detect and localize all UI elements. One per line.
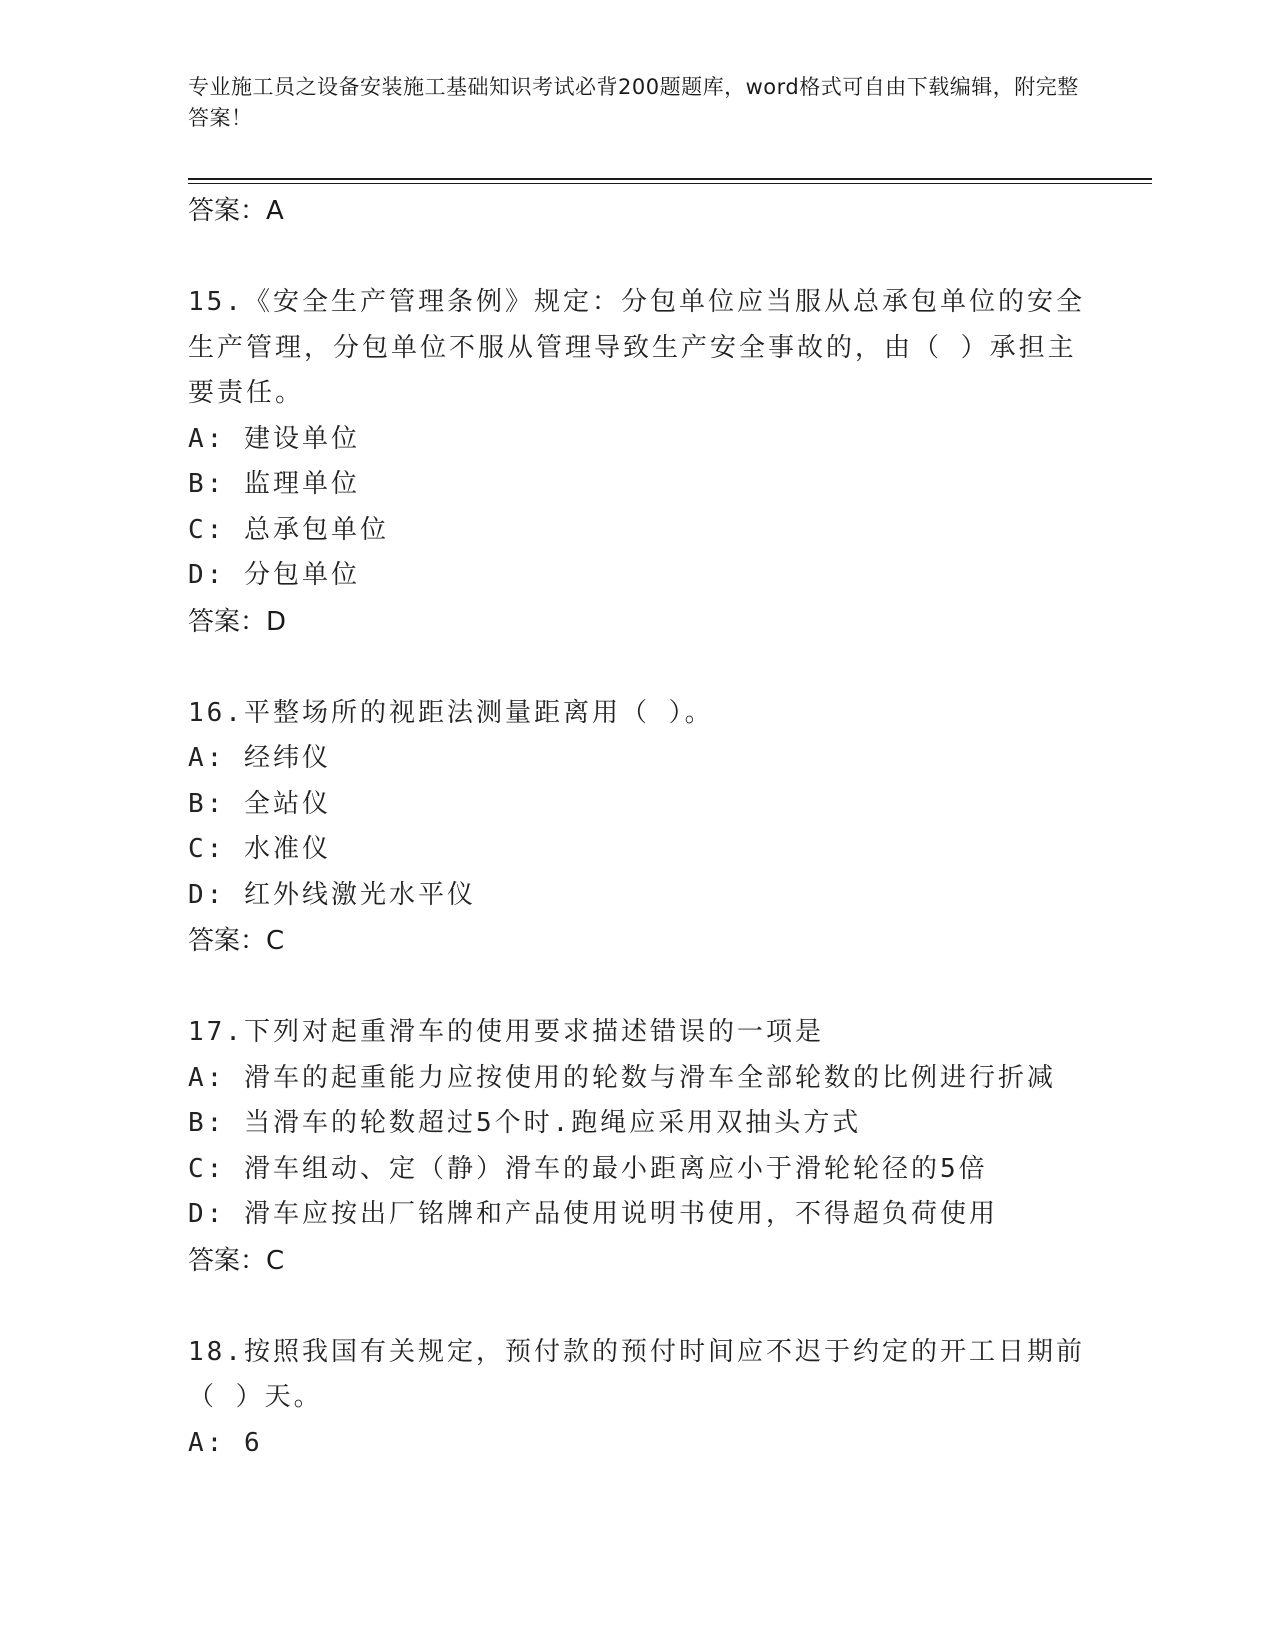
option-d: D: 红外线激光水平仪 [188,879,476,910]
option-b: B: 监理单位 [188,469,360,499]
question-17 [188,1010,1088,1284]
spacer [188,1284,1088,1330]
question-15 [188,280,1088,645]
option-a: A: 经纬仪 [188,743,331,773]
spacer [188,234,1088,280]
question-text: 15.《安全生产管理条例》规定：分包单位应当服从总承包单位的安全生产管理，分包单位不服从管理导致生产安全事故的，由（ ）承担主要责任。 [188,287,1085,408]
answer-line: 答案：A [188,196,284,226]
answer-line: 答案：C [188,1245,285,1276]
option-a: A: 滑车的起重能力应按使用的轮数与滑车全部轮数的比例进行折减 [188,1062,1056,1093]
option-c: C: 总承包单位 [188,514,389,545]
question-text: 17.下列对起重滑车的使用要求描述错误的一项是 [188,1017,824,1047]
answer-line: 答案：C [188,926,285,956]
spacer [188,645,1088,691]
answer-line: 答案：D [188,606,287,637]
option-c: C: 水准仪 [188,834,331,864]
question-text: 18.按照我国有关规定，预付款的预付时间应不迟于约定的开工日期前（ ）天。 [188,1336,1085,1412]
option-c: C: 滑车组动、定（静）滑车的最小距离应小于滑轮轮径的5倍 [188,1153,988,1184]
question-16 [188,691,1088,965]
question-text: 16.平整场所的视距法测量距离用（ ）。 [188,697,714,728]
header-divider-thick [188,178,1152,180]
header-divider-thin [188,183,1152,184]
option-a: A: 6 [188,1427,263,1458]
option-b: B: 全站仪 [188,788,331,819]
document-header: 专业施工员之设备安装施工基础知识考试必背200题题库，word格式可自由下载编辑，附完整答案！ [188,75,1079,130]
option-a: A: 建设单位 [188,423,360,454]
question-18 [188,1330,1088,1467]
option-b: B: 当滑车的轮数超过5个时.跑绳应采用双抽头方式 [188,1108,862,1138]
document-body [188,188,1088,1466]
spacer [188,964,1088,1010]
option-d: D: 分包单位 [188,560,360,590]
option-d: D: 滑车应按出厂铭牌和产品使用说明书使用，不得超负荷使用 [188,1199,998,1229]
